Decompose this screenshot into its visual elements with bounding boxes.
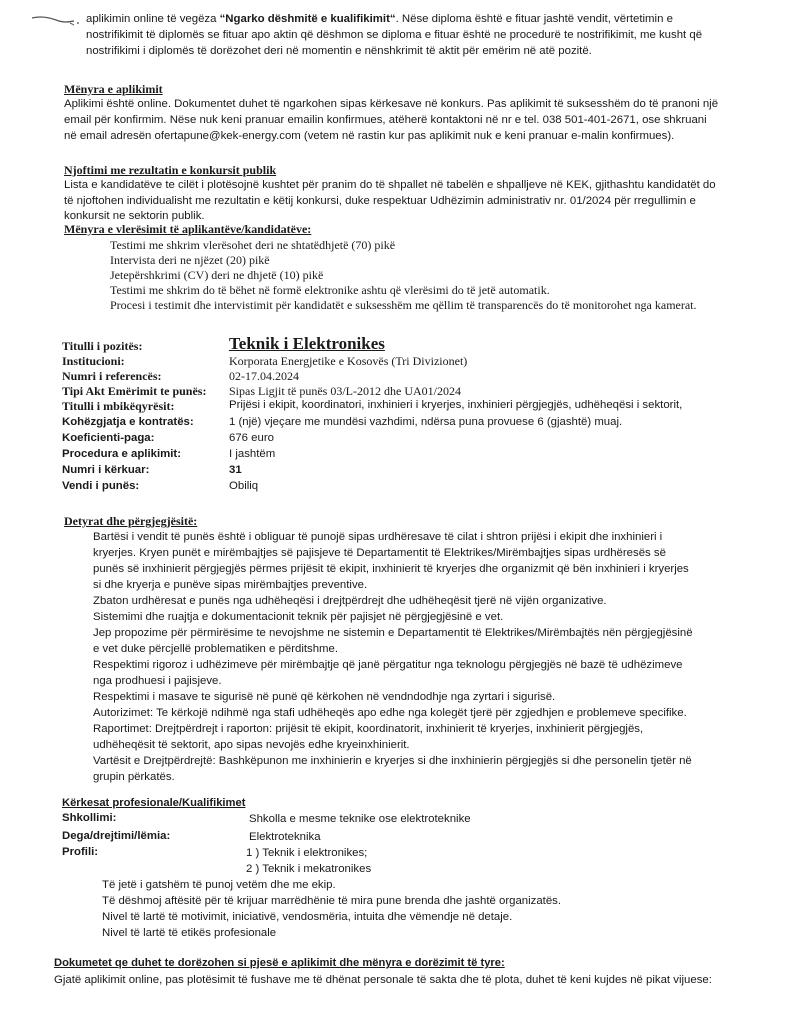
requirements-item: Nivel të lartë të etikës profesionale bbox=[102, 927, 277, 939]
field-label-salary: Koeficienti-paga: bbox=[62, 432, 155, 444]
field-value-salary: 676 euro bbox=[229, 432, 274, 444]
field-value-contract-duration: 1 (një) vjeçare me mundësi vazhdimi, ndërsa puna provuese 6 (gjashtë) muaj. bbox=[229, 416, 623, 428]
field-value-procedure: I jashtëm bbox=[229, 448, 276, 460]
field-label-number-required: Numri i kërkuar: bbox=[62, 464, 150, 476]
duties-line: Jep propozime për përmirësime te nevojshme ne sistemin e Departamentit të Elektrikes/Mirëmbajtës nën përgjegjësinë bbox=[93, 627, 693, 639]
documents-heading: Dokumetet qe duhet te dorëzohen si pjesë e aplikimit dhe mënyra e dorëzimit të tyre: bbox=[54, 957, 505, 969]
requirements-item: Të jetë i gatshëm të punoj vetëm dhe me ekip. bbox=[102, 879, 336, 891]
duties-line: nga prodhuesi i pajisjeve. bbox=[93, 675, 222, 687]
evaluation-item: Procesi i testimit dhe intervistimit për kandidatët e suksesshëm me qëllim të transparencës do të monitorohet nga kamerat. bbox=[110, 298, 697, 312]
duties-line: Bartësi i vendit të punës është i obliguar të punojë sipas urdhëresave të cilat i shtron prijësi i ekipit dhe inxhinieri i bbox=[93, 531, 663, 543]
requirements-heading: Kërkesat profesionale/Kualifikimet bbox=[62, 797, 246, 809]
duties-line: punës së inxhinierit përgjegjës përmes prijësit të ekipit, inxhinierit të kryerjes dhe organizmit që bën inxhinieri i kryerjes bbox=[93, 563, 689, 575]
field-label-contract-duration: Kohëzgjatja e kontratës: bbox=[62, 416, 194, 428]
application-method-heading: Mënyra e aplikimit bbox=[64, 82, 163, 96]
requirements-label-education: Shkollimi: bbox=[62, 812, 117, 824]
requirements-label-branch: Dega/drejtimi/lëmia: bbox=[62, 830, 171, 842]
requirements-label-profile: Profili: bbox=[62, 846, 99, 858]
requirements-value-education: Shkolla e mesme teknike ose elektroteknike bbox=[249, 813, 471, 825]
intro-line-3: nostrifikimi i diplomës të dorëzohet deri në momentin e nënshkrimit të aktit për emërim në atë pozitë. bbox=[86, 45, 592, 57]
requirements-value-profile-1: 1 ) Teknik i elektronikes; bbox=[246, 847, 368, 859]
field-label-workplace: Vendi i punës: bbox=[62, 480, 140, 492]
field-label-supervisor: Titulli i mbikëqyrësit: bbox=[62, 399, 175, 413]
field-value-institution: Korporata Energjetike e Kosovës (Tri Divizionet) bbox=[229, 354, 468, 368]
duties-line: Vartësit e Drejtpërdrejtë: Bashkëpunon me inxhinierin e kryerjes si dhe inxhinierin përgjegjës si dhe personelin tjetër në bbox=[93, 755, 692, 767]
application-method-line-1: Aplikimi është online. Dokumentet duhet të ngarkohen sipas kërkesave në konkurs. Pas aplikimit të suksesshëm do të pranoni një bbox=[64, 98, 719, 110]
duties-line: e vet duke përcjellë problematiken e përditshme. bbox=[93, 643, 339, 655]
requirements-item: Nivel të lartë të motivimit, iniciativë, vendosmëria, intuita dhe vëmendje në detaje. bbox=[102, 911, 513, 923]
notification-line-1: Lista e kandidatëve te cilët i plotësojnë kushtet për pranim do të shpallet në tabelën e shpalljeve në KEK, gjithashtu kandidatët do bbox=[64, 179, 716, 191]
field-label-reference: Numri i referencës: bbox=[62, 369, 162, 383]
field-value-appointment-type: Sipas Ligjit të punës 03/L-2012 dhe UA01/2024 bbox=[229, 384, 461, 398]
duties-line: Raportimet: Drejtpërdrejt i raporton: prijësit të ekipit, koordinatorit, inxhinierit të kryerjes, inxhinierit përgjegjës, bbox=[93, 723, 644, 735]
field-value-supervisor: Prijësi i ekipit, koordinatori, inxhinieri i kryerjes, inxhinieri përgjegjës, udhëheqësi i sektorit, bbox=[229, 399, 683, 411]
requirements-value-profile-2: 2 ) Teknik i mekatronikes bbox=[246, 863, 372, 875]
position-title-value: Teknik i Elektronikes bbox=[229, 334, 385, 353]
duties-line: Autorizimet: Te kërkojë ndihmë nga stafi udhëheqës apo edhe nga kolegët tjerë për zgjedhjen e problemeve specifike. bbox=[93, 707, 687, 719]
intro-line-2: nostrifikimit të diplomës se fituar apo aktin që dëshmon se diploma e fituar është ne procedurë te nostrifikimit, me kusht që bbox=[86, 29, 703, 41]
evaluation-item: Intervista deri ne njëzet (20) pikë bbox=[110, 253, 270, 267]
duties-line: Respektimi i masave te sigurisë në punë që kërkohen në vendndodhje nga zyrtari i sigurisë. bbox=[93, 691, 556, 703]
pen-scribble-mark bbox=[30, 14, 82, 28]
position-title-label: Titulli i pozitës: bbox=[62, 339, 143, 353]
duties-line: grupin përkatës. bbox=[93, 771, 175, 783]
duties-line: Sistemimi dhe ruajtja e dokumentacionit teknik për pajisjet në përgjegjësinë e vet. bbox=[93, 611, 504, 623]
requirements-value-branch: Elektroteknika bbox=[249, 831, 321, 843]
application-method-line-2: email për konfirmim. Nëse nuk keni pranuar emailin konfirmues, atëherë kontaktoni në nr e tel. 038 501-401-2671, ose shkruani bbox=[64, 114, 707, 126]
field-value-number-required: 31 bbox=[229, 464, 242, 476]
application-method-line-3: në email adresën ofertapune@kek-energy.com (vetem në rastin kur pas aplikimit nuk e keni pranuar e-malin konfirmues). bbox=[64, 130, 675, 142]
intro-line-1-prefix: aplikimin online të vegëza bbox=[86, 13, 220, 25]
duties-line: kryerjes. Kryen punët e mirëmbajtjes së pajisjeve të Departamentit të Elektrikes/Mirëmbajtjes sipas urdhëresës së bbox=[93, 547, 666, 559]
field-label-institution: Institucioni: bbox=[62, 354, 125, 368]
evaluation-item: Testimi me shkrim vlerësohet deri ne shtatëdhjetë (70) pikë bbox=[110, 238, 396, 252]
duties-line: Respektimi rigoroz i udhëzimeve për mirëmbajtje që janë përgatitur nga teknologu përgjegjës në bazë të udhëzimeve bbox=[93, 659, 683, 671]
notification-line-2: të njoftohen individualisht me rezultatin e këtij konkursi, duke respektuar Udhëzimin administrativ nr. 01/2024 për rregullimin e bbox=[64, 195, 696, 207]
notification-heading: Njoftimi me rezultatin e konkursit publik bbox=[64, 163, 277, 177]
notification-line-3: konkursit ne sektorin publik. bbox=[64, 210, 205, 222]
documents-line: Gjatë aplikimit online, pas plotësimit të fushave me të dhënat personale të sakta dhe të plota, duhet të keni kujdes në pikat vijuese: bbox=[54, 974, 712, 986]
field-label-appointment-type: Tipi Akt Emërimit te punës: bbox=[62, 384, 207, 398]
evaluation-item: Testimi me shkrim do të bëhet në formë elektronike ashtu që vlerësimi do të jetë automatik. bbox=[110, 283, 550, 297]
intro-line-1-bold: “Ngarko dëshmitë e kualifikimit“ bbox=[219, 13, 396, 25]
duties-line: udhëheqësit të sektorit, apo sipas nevojës edhe kryeinxhinierit. bbox=[93, 739, 410, 751]
duties-heading: Detyrat dhe përgjegjësitë: bbox=[64, 514, 198, 528]
intro-line-1 bbox=[86, 12, 673, 28]
duties-line: si dhe kryerja e punëve sipas mirëmbajtjes preventive. bbox=[93, 579, 368, 591]
evaluation-item: Jetepërshkrimi (CV) deri ne dhjetë (10) pikë bbox=[110, 268, 324, 282]
field-label-procedure: Procedura e aplikimit: bbox=[62, 448, 182, 460]
intro-line-1-suffix: . Nëse diploma është e fituar jashtë vendit, vërtetimin e bbox=[395, 13, 673, 25]
duties-line: Zbaton urdhëresat e punës nga udhëheqësi i drejtpërdrejt dhe udhëheqësit tjerë në vijën organizative. bbox=[93, 595, 607, 607]
field-value-workplace: Obiliq bbox=[229, 480, 259, 492]
evaluation-heading: Mënyra e vlerësimit të aplikantëve/kandidatëve: bbox=[64, 222, 312, 236]
field-value-reference: 02-17.04.2024 bbox=[229, 369, 299, 383]
requirements-item: Të dëshmoj aftësitë për të krijuar marrëdhënie të mira pune brenda dhe jashtë organizatës. bbox=[102, 895, 562, 907]
